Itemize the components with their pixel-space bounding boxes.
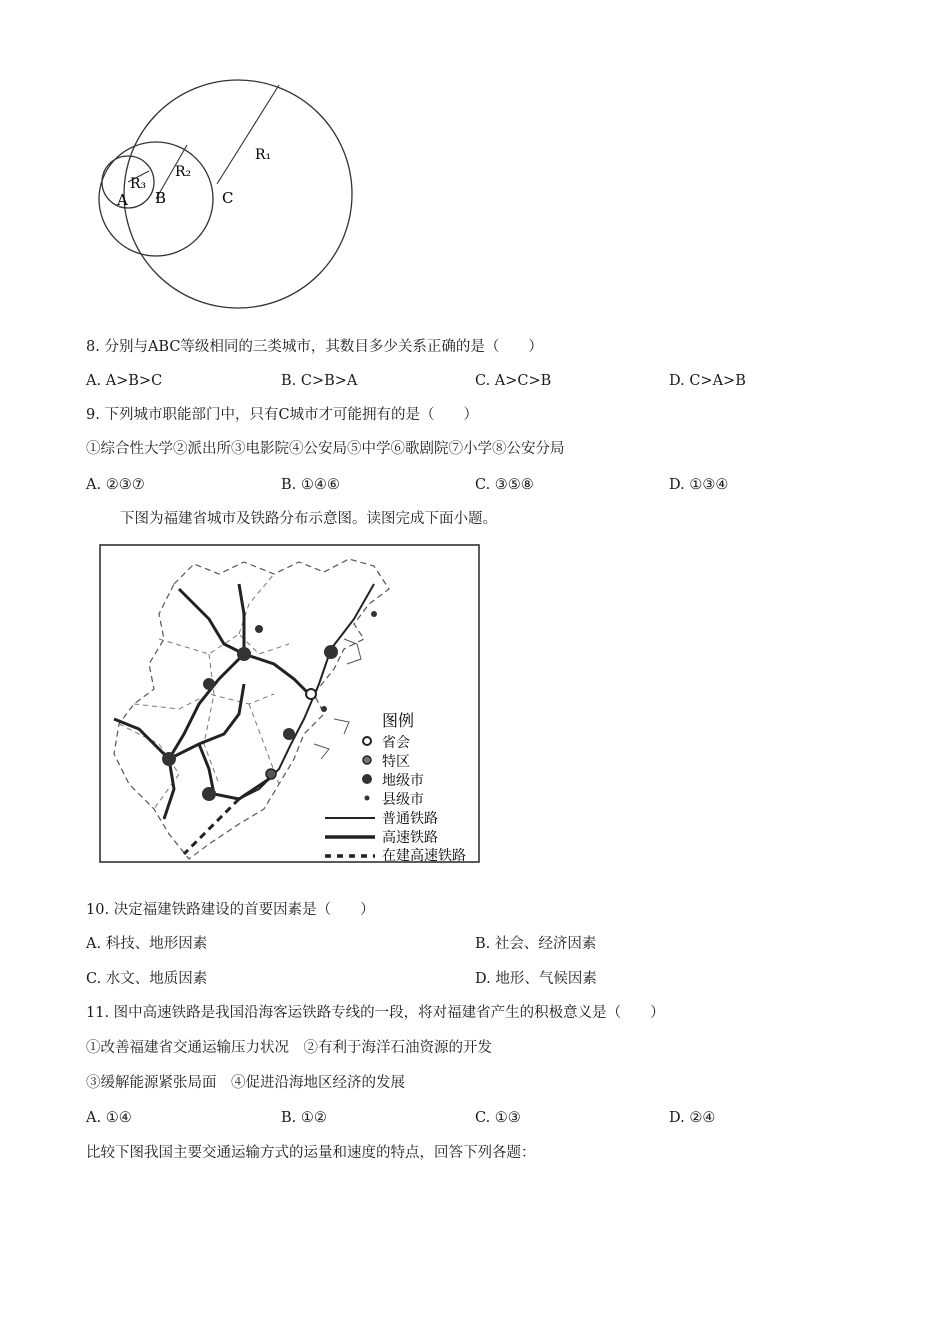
q11-option-a[interactable]: A. ①④: [86, 1110, 132, 1126]
prefecture-city: [203, 678, 215, 690]
q8-option-c[interactable]: C. A>C>B: [475, 373, 552, 389]
legend-county: 县级市: [382, 792, 424, 808]
label-b: B: [155, 189, 167, 207]
legend-prefecture-icon: [362, 774, 372, 784]
q10-stem: 10. 决定福建铁路建设的首要因素是（ ）: [86, 902, 375, 918]
special-zone: [266, 769, 276, 779]
q9-stem: 9. 下列城市职能部门中，只有C城市才可能拥有的是（ ）: [86, 407, 479, 423]
legend-prefecture: 地级市: [382, 773, 424, 789]
legend-special-zone-icon: [363, 756, 371, 764]
label-r1: R₁: [255, 147, 272, 163]
fujian-railway-map: [99, 544, 481, 864]
q10-option-d[interactable]: D. 地形、气候因素: [475, 971, 597, 987]
prefecture-city: [283, 728, 295, 740]
legend-capital-icon: [363, 737, 371, 745]
label-c: C: [222, 189, 234, 207]
q10-option-c[interactable]: C. 水文、地质因素: [86, 971, 208, 987]
q8-option-d[interactable]: D. C>A>B: [669, 373, 746, 389]
legend-special-zone: 特区: [382, 754, 410, 770]
q8-option-b[interactable]: B. C>B>A: [281, 373, 358, 389]
q9-option-b[interactable]: B. ①④⑥: [281, 477, 340, 493]
q11-option-c[interactable]: C. ①③: [475, 1110, 521, 1126]
q11-item1: ①改善福建省交通运输压力状况 ②有利于海洋石油资源的开发: [86, 1040, 492, 1056]
transport-intro: 比较下图我国主要交通运输方式的运量和速度的特点，回答下列各题：: [86, 1145, 536, 1161]
prefecture-city: [255, 625, 263, 633]
q9-option-d[interactable]: D. ①③④: [669, 477, 729, 493]
label-r3: R₃: [130, 176, 147, 192]
prefecture-city: [324, 645, 338, 659]
legend-ordinary-railway: 普通铁路: [382, 811, 438, 827]
city-hierarchy-circle-diagram: [95, 75, 365, 310]
prefecture-city: [202, 787, 216, 801]
q10-option-b[interactable]: B. 社会、经济因素: [475, 936, 597, 952]
county-city: [321, 706, 327, 712]
legend-capital: 省会: [382, 735, 410, 751]
q11-option-b[interactable]: B. ①②: [281, 1110, 327, 1126]
prefecture-city: [237, 647, 251, 661]
q10-option-a[interactable]: A. 科技、地形因素: [86, 936, 208, 952]
provincial-capital: [306, 689, 316, 699]
label-a: A: [117, 191, 128, 209]
radius-r1-line: [217, 85, 279, 184]
county-city: [371, 611, 377, 617]
prefecture-city: [162, 752, 176, 766]
q9-items: ①综合性大学②派出所③电影院④公安局⑤中学⑥歌剧院⑦小学⑧公安分局: [86, 441, 565, 457]
q9-option-c[interactable]: C. ③⑤⑧: [475, 477, 534, 493]
map-intro: 下图为福建省城市及铁路分布示意图。读图完成下面小题。: [120, 511, 497, 527]
q8-stem: 8. 分别与ABC等级相同的三类城市，其数目多少关系正确的是（ ）: [86, 339, 543, 355]
q8-option-a[interactable]: A. A>B>C: [86, 373, 163, 389]
legend-title: 图例: [382, 711, 415, 730]
q11-option-d[interactable]: D. ②④: [669, 1110, 716, 1126]
q11-stem: 11. 图中高速铁路是我国沿海客运铁路专线的一段，将对福建省产生的积极意义是（ ）: [86, 1005, 665, 1021]
legend-county-icon: [365, 796, 370, 801]
q11-item2: ③缓解能源紧张局面 ④促进沿海地区经济的发展: [86, 1075, 405, 1091]
legend-under-construction: 在建高速铁路: [382, 848, 466, 864]
label-r2: R₂: [175, 164, 192, 180]
q9-option-a[interactable]: A. ②③⑦: [86, 477, 145, 493]
legend-high-speed: 高速铁路: [382, 830, 438, 846]
